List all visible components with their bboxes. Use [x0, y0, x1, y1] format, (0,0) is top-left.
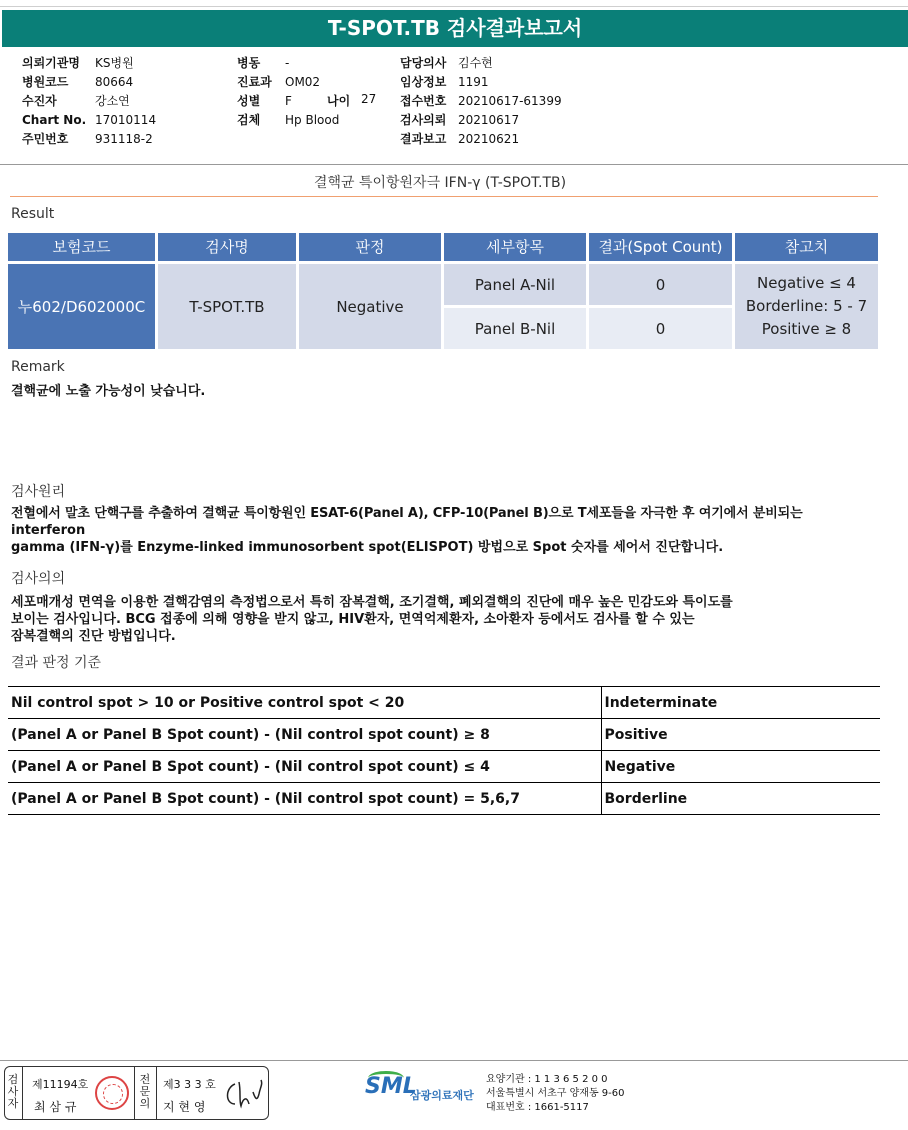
specimen-label: 검체 — [237, 113, 261, 127]
inspector-label: 검사자 — [7, 1073, 19, 1110]
request-date-label: 검사의뢰 — [400, 113, 447, 127]
ward-value: - — [285, 56, 290, 70]
principle-line-2: interferon — [11, 523, 86, 538]
reference-negative: Negative ≤ 4 — [757, 274, 856, 292]
org-address: 서울특별시 서초구 양재동 9-60 — [486, 1088, 625, 1099]
inspector-name: 최 삼 규 — [34, 1100, 77, 1114]
age-label: 나이 — [327, 94, 351, 108]
judgement-cell: Negative — [299, 264, 441, 349]
criteria-condition: (Panel A or Panel B Spot count) - (Nil control spot count) ≤ 4 — [8, 751, 601, 783]
org-code: 요양기관 : 1 1 3 6 5 2 0 0 — [486, 1074, 608, 1085]
org-info — [486, 1073, 625, 1115]
hospital-code-label: 병원코드 — [22, 75, 69, 89]
test-name-cell: T-SPOT.TB — [158, 264, 296, 349]
result-label: Result — [11, 206, 55, 222]
insurance-code-cell: 누602/D602000C — [8, 264, 155, 349]
header-judgement: 판정 — [299, 233, 441, 261]
criteria-table — [8, 686, 880, 815]
remark-label: Remark — [11, 359, 65, 375]
test-subtitle: 결핵균 특이항원자극 IFN-γ (T-SPOT.TB) — [313, 175, 567, 191]
criteria-result: Indeterminate — [601, 687, 880, 719]
patient-info-col2 — [237, 54, 339, 130]
specialist-license: 제3 3 3 호 — [163, 1078, 216, 1091]
chart-no-value: 17010114 — [95, 113, 157, 127]
receipt-no-value: 20210617-61399 — [458, 94, 562, 108]
sex-label: 성별 — [237, 94, 261, 108]
doctor-label: 담당의사 — [400, 56, 447, 70]
panel-b-count-cell: 0 — [589, 308, 732, 349]
principle-text — [11, 505, 908, 556]
panel-a-count-cell: 0 — [589, 264, 732, 305]
doctor-value: 김수현 — [458, 56, 493, 70]
criteria-condition: Nil control spot > 10 or Positive control spot < 20 — [8, 687, 601, 719]
panel-b-name-cell: Panel B-Nil — [444, 308, 586, 349]
resident-no-value: 931118-2 — [95, 132, 153, 146]
hospital-name-label: 의뢰기관명 — [22, 56, 80, 70]
inspector-license: 제11194호 — [32, 1078, 89, 1091]
criteria-result: Negative — [601, 751, 880, 783]
org-name: 삼광의료재단 — [410, 1089, 474, 1102]
principle-line-3: gamma (IFN-γ)를 Enzyme-linked immunosorbent spot(ELISPOT) 방법으로 Spot 숫자를 세어서 진단합니다. — [11, 540, 724, 555]
significance-line-3: 잠복결핵의 진단 방법입니다. — [11, 629, 176, 644]
subtitle-divider — [10, 196, 878, 197]
significance-line-1: 세포매개성 면역을 이용한 결핵감염의 측정법으로서 특히 잠복결핵, 조기결핵, 폐외결핵의 진단에 매우 높은 민감도와 특이도를 — [11, 595, 733, 610]
criteria-condition: (Panel A or Panel B Spot count) - (Nil control spot count) = 5,6,7 — [8, 783, 601, 815]
sml-logo: SML — [365, 1074, 417, 1099]
criteria-row — [8, 687, 880, 719]
criteria-result: Borderline — [601, 783, 880, 815]
org-phone: 대표번호 : 1661-5117 — [486, 1102, 589, 1113]
department-label: 진료과 — [237, 75, 272, 89]
criteria-row — [8, 783, 880, 815]
reference-positive: Positive ≥ 8 — [761, 320, 852, 338]
specialist-name: 지 현 영 — [163, 1100, 206, 1114]
clinical-info-value: 1191 — [458, 75, 489, 89]
reference-cell — [735, 264, 878, 349]
sex-value: F — [285, 94, 292, 108]
criteria-condition: (Panel A or Panel B Spot count) - (Nil control spot count) ≥ 8 — [8, 719, 601, 751]
specimen-value: Hp Blood — [285, 113, 340, 127]
specialist-label: 전문의 — [139, 1073, 151, 1110]
signature-icon — [223, 1074, 265, 1114]
reference-borderline: Borderline: 5 - 7 — [745, 297, 868, 315]
principle-label: 검사원리 — [11, 484, 66, 500]
patient-info-col1 — [22, 54, 156, 149]
ward-label: 병동 — [237, 56, 261, 70]
header-insurance-code: 보험코드 — [8, 233, 155, 261]
hospital-code-value: 80664 — [95, 75, 134, 89]
report-date-label: 결과보고 — [400, 132, 447, 146]
top-divider — [0, 6, 908, 7]
resident-no-label: 주민번호 — [22, 132, 69, 146]
criteria-label: 결과 판정 기준 — [11, 655, 102, 671]
request-date-value: 20210617 — [458, 113, 520, 127]
header-spot-count: 결과(Spot Count) — [589, 233, 732, 261]
department-value: OM02 — [285, 75, 321, 89]
criteria-row — [8, 751, 880, 783]
footer-divider — [0, 1060, 908, 1061]
criteria-result: Positive — [601, 719, 880, 751]
principle-line-1: 전혈에서 말초 단핵구를 추출하여 결핵균 특이항원인 ESAT-6(Panel A), CFP-10(Panel B)으로 T세포들을 자극한 후 여기에서 분비되는 — [11, 506, 803, 521]
sig-divider-2 — [134, 1067, 135, 1119]
sig-divider-1 — [22, 1067, 23, 1119]
hospital-name-value: KS병원 — [95, 56, 134, 70]
patient-name-value: 강소연 — [95, 94, 130, 108]
significance-line-2: 보이는 검사입니다. BCG 접종에 의해 영향을 받지 않고, HIV환자, 면역억제환자, 소아환자 등에서도 검사를 할 수 있는 — [11, 612, 695, 627]
header-divider — [0, 164, 908, 165]
header-reference: 참고치 — [735, 233, 878, 261]
header-test-name: 검사명 — [158, 233, 296, 261]
header-detail-item: 세부항목 — [444, 233, 586, 261]
patient-info-col3 — [400, 54, 562, 149]
sig-divider-3 — [156, 1067, 157, 1119]
panel-a-name-cell: Panel A-Nil — [444, 264, 586, 305]
chart-no-label: Chart No. — [22, 113, 87, 127]
report-title: T-SPOT.TB 검사결과보고서 — [2, 10, 908, 47]
significance-text — [11, 594, 733, 645]
remark-text: 결핵균에 노출 가능성이 낮습니다. — [11, 384, 206, 399]
age-value: 27 — [361, 92, 377, 106]
report-date-value: 20210621 — [458, 132, 520, 146]
patient-name-label: 수진자 — [22, 94, 57, 108]
criteria-row — [8, 719, 880, 751]
significance-label: 검사의의 — [11, 571, 66, 587]
receipt-no-label: 접수번호 — [400, 94, 447, 108]
official-seal-icon — [95, 1076, 129, 1110]
clinical-info-label: 임상정보 — [400, 75, 447, 89]
